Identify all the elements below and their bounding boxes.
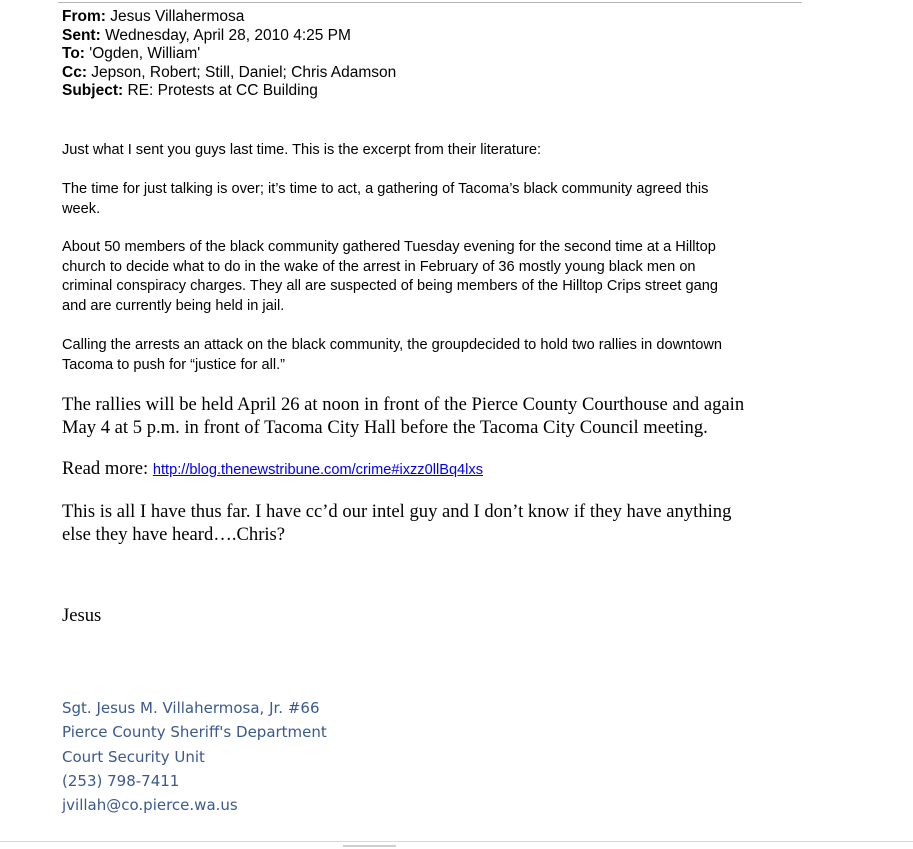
text-line: and are currently being held in jail. xyxy=(62,297,285,314)
subject-row xyxy=(62,82,396,101)
cc-value: Jepson, Robert; Still, Daniel; Chris Adamson xyxy=(91,63,397,81)
signature-name: Sgt. Jesus M. Villahermosa, Jr. #66 xyxy=(62,699,320,717)
excerpt-paragraph-2 xyxy=(62,238,718,316)
signature-email: jvillah@co.pierce.wa.us xyxy=(62,796,238,815)
text-line: Calling the arrests an attack on the black community, the groupdecided to hold two rallies in downtown xyxy=(62,337,723,353)
to-row xyxy=(62,45,396,64)
cc-row xyxy=(62,64,396,83)
intro-text: Just what I sent you guys last time. This is the excerpt from their literature: xyxy=(62,142,542,158)
excerpt-paragraph-4 xyxy=(62,394,744,439)
text-line: Tacoma to push for “justice for all.” xyxy=(62,356,286,373)
sent-label: Sent: xyxy=(62,26,101,44)
bottom-divider xyxy=(0,841,913,842)
read-more-link[interactable]: http://blog.thenewstribune.com/crime#ixzz0llBq4lxs xyxy=(152,462,484,478)
text-line: About 50 members of the black community gathered Tuesday evening for the second time at a Hilltop xyxy=(62,239,716,255)
email-header xyxy=(62,8,396,101)
text-line: This is all I have thus far. I have cc’d our intel guy and I don’t know if they have anything xyxy=(62,501,732,522)
excerpt-paragraph-1 xyxy=(62,180,708,219)
read-more-label: Read more: xyxy=(62,458,153,479)
from-label: From: xyxy=(62,8,106,25)
excerpt-paragraph-3 xyxy=(62,336,722,375)
closing-name: Jesus xyxy=(62,605,102,626)
text-line: The rallies will be held April 26 at noon in front of the Pierce County Courthouse and again xyxy=(62,394,745,415)
text-line: criminal conspiracy charges. They all are suspected of being members of the Hilltop Crips street gang xyxy=(62,278,718,294)
to-value: 'Ogden, William' xyxy=(89,45,201,63)
subject-label: Subject: xyxy=(62,82,124,100)
signature-unit: Court Security Unit xyxy=(62,747,205,766)
signature-block xyxy=(62,696,327,817)
text-line: week. xyxy=(62,200,101,217)
cc-label: Cc: xyxy=(62,63,87,81)
sent-value: Wednesday, April 28, 2010 4:25 PM xyxy=(105,26,351,44)
read-more-line xyxy=(62,458,483,482)
subject-value: RE: Protests at CC Building xyxy=(127,82,318,100)
to-label: To: xyxy=(62,45,85,63)
top-divider xyxy=(58,2,802,3)
text-line: else they have heard….Chris? xyxy=(62,523,286,545)
sent-row xyxy=(62,27,396,46)
text-line: The time for just talking is over; it’s time to act, a gathering of Tacoma’s black community agreed this xyxy=(62,181,709,197)
signature-phone: (253) 798-7411 xyxy=(62,771,180,790)
text-line: church to decide what to do in the wake of the arrest in February of 36 mostly young black men on xyxy=(62,258,696,275)
reply-paragraph xyxy=(62,501,731,546)
bottom-divider-marker xyxy=(343,845,396,847)
text-line: May 4 at 5 p.m. in front of Tacoma City Hall before the Tacoma City Council meeting. xyxy=(62,416,708,438)
from-value: Jesus Villahermosa xyxy=(110,8,245,25)
from-row xyxy=(62,8,396,27)
signature-department: Pierce County Sheriff's Department xyxy=(62,723,327,742)
